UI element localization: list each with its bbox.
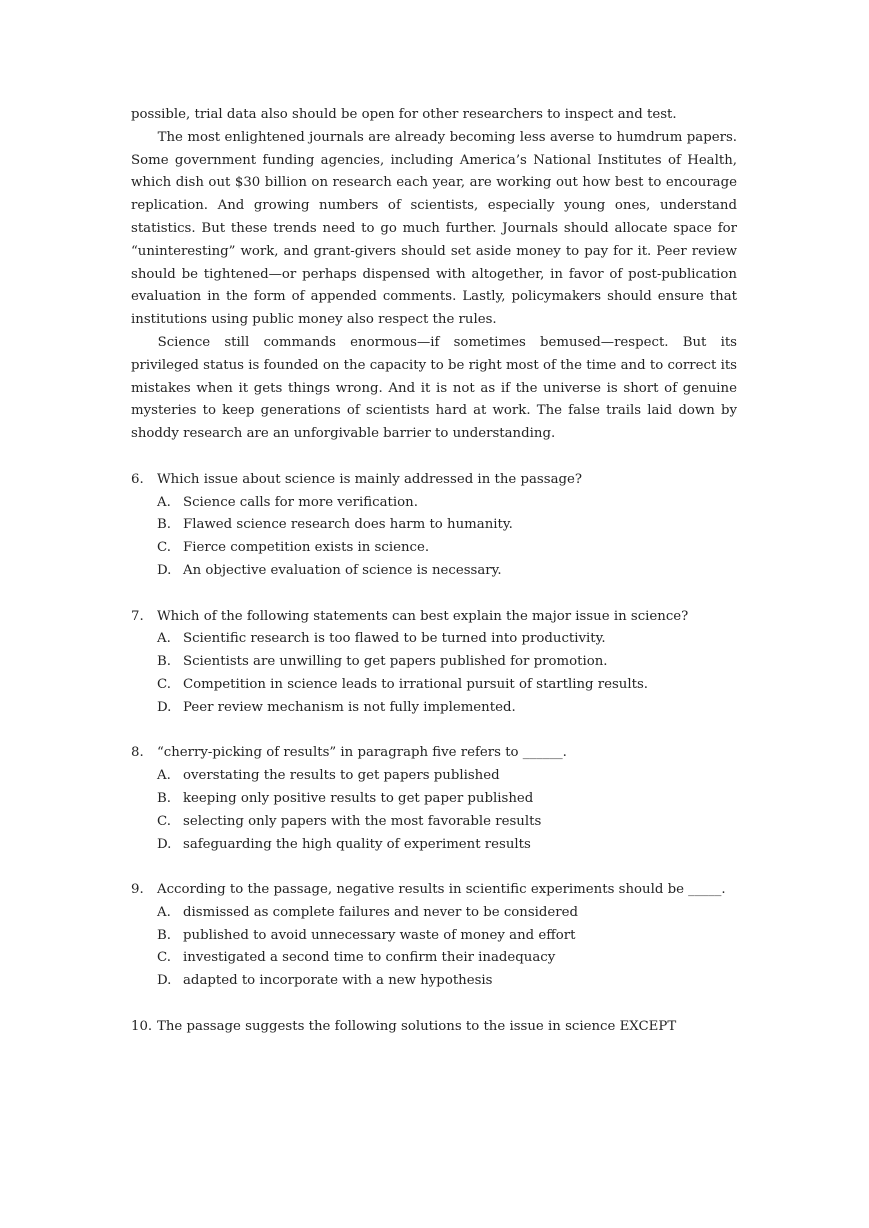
option-text: Flawed science research does harm to humanity. <box>183 517 513 533</box>
question-stem <box>131 469 737 492</box>
option-text: Scientific research is too flawed to be turned into productivity. <box>183 631 606 647</box>
question-text: Which of the following statements can best explain the major issue in science? <box>157 608 689 624</box>
option-list <box>131 628 737 719</box>
question-stem <box>131 742 737 765</box>
question-9 <box>131 879 737 993</box>
option-text: safeguarding the high quality of experiment results <box>183 836 531 852</box>
option-list <box>131 902 737 993</box>
option-a <box>131 902 737 925</box>
question-7 <box>131 606 737 720</box>
question-text: Which issue about science is mainly addressed in the passage? <box>157 471 583 487</box>
option-b <box>131 514 737 537</box>
option-letter: C. <box>157 950 171 966</box>
question-8 <box>131 742 737 856</box>
option-letter: C. <box>157 540 171 556</box>
question-10 <box>131 1016 737 1039</box>
reading-passage <box>131 104 737 446</box>
option-b <box>131 925 737 948</box>
option-letter: A. <box>157 768 171 784</box>
option-text: An objective evaluation of science is necessary. <box>183 562 502 578</box>
option-text: Competition in science leads to irrational pursuit of startling results. <box>183 676 649 692</box>
option-text: Science calls for more verification. <box>183 494 418 510</box>
spacer <box>131 720 737 743</box>
option-c <box>131 674 737 697</box>
passage-paragraph-1: possible, trial data also should be open for other researchers to inspect and test. <box>131 107 677 122</box>
option-list <box>131 765 737 856</box>
option-letter: A. <box>157 904 171 920</box>
option-text: investigated a second time to confirm their inadequacy <box>183 950 556 966</box>
option-text: selecting only papers with the most favorable results <box>183 813 542 829</box>
option-letter: D. <box>157 699 172 715</box>
option-letter: B. <box>157 790 171 806</box>
option-letter: B. <box>157 517 171 533</box>
option-text: published to avoid unnecessary waste of money and effort <box>183 927 576 943</box>
question-number: 9. <box>131 882 144 898</box>
option-letter: B. <box>157 654 171 670</box>
option-a <box>131 628 737 651</box>
option-b <box>131 651 737 674</box>
spacer <box>131 993 737 1016</box>
option-c <box>131 811 737 834</box>
spacer <box>131 446 737 469</box>
option-letter: D. <box>157 836 172 852</box>
option-letter: C. <box>157 813 171 829</box>
option-text: Fierce competition exists in science. <box>183 540 430 556</box>
question-number: 6. <box>131 471 144 487</box>
question-stem <box>131 1016 737 1039</box>
question-stem <box>131 879 737 902</box>
question-number: 8. <box>131 745 144 761</box>
question-6 <box>131 469 737 583</box>
option-letter: C. <box>157 676 171 692</box>
question-text: “cherry-picking of results” in paragraph five refers to ______. <box>157 745 567 761</box>
question-number: 10. <box>131 1018 153 1034</box>
option-d <box>131 834 737 857</box>
spacer <box>131 583 737 606</box>
option-letter: D. <box>157 973 172 989</box>
question-number: 7. <box>131 608 144 624</box>
passage-paragraph-2: The most enlightened journals are already becoming less averse to humdrum papers. Some government funding agencies, including America’s National Institutes of Health, which dish out $30 billion on research each year, are working out how best to encourage replication. And growing numbers of scientists, especially young ones, understand statistics. But these trends need to go much further. Journals should allocate space for “uninteresting” work, and grant-givers should set aside money to pay for it. Peer review should be tightened—or perhaps dispensed with altogether, in favor of post-publication evaluation in the form of appended comments. Lastly, policymakers should ensure that institutions using public money also respect the rules. <box>131 129 737 328</box>
spacer <box>131 856 737 879</box>
option-d <box>131 560 737 583</box>
question-text: The passage suggests the following solutions to the issue in science EXCEPT <box>157 1018 677 1034</box>
option-letter: B. <box>157 927 171 943</box>
option-letter: A. <box>157 494 171 510</box>
option-c <box>131 537 737 560</box>
question-stem <box>131 606 737 629</box>
option-a <box>131 492 737 515</box>
option-letter: A. <box>157 631 171 647</box>
option-text: keeping only positive results to get paper published <box>183 790 534 806</box>
option-d <box>131 697 737 720</box>
option-text: Scientists are unwilling to get papers published for promotion. <box>183 654 608 670</box>
option-text: Peer review mechanism is not fully implemented. <box>183 699 516 715</box>
option-letter: D. <box>157 562 172 578</box>
option-b <box>131 788 737 811</box>
document-page <box>131 104 737 1039</box>
question-text: According to the passage, negative results in scientific experiments should be _____. <box>157 882 726 898</box>
option-text: adapted to incorporate with a new hypothesis <box>183 973 493 989</box>
option-text: overstating the results to get papers published <box>183 768 500 784</box>
passage-paragraph-3: Science still commands enormous—if sometimes bemused—respect. But its privileged status is founded on the capacity to be right most of the time and to correct its mistakes when it gets things wrong. And it is not as if the universe is short of genuine mysteries to keep generations of scientists hard at work. The false trails laid down by shoddy research are an unforgivable barrier to understanding. <box>131 334 737 442</box>
option-d <box>131 970 737 993</box>
option-a <box>131 765 737 788</box>
option-text: dismissed as complete failures and never to be considered <box>183 904 579 920</box>
option-c <box>131 947 737 970</box>
option-list <box>131 492 737 583</box>
